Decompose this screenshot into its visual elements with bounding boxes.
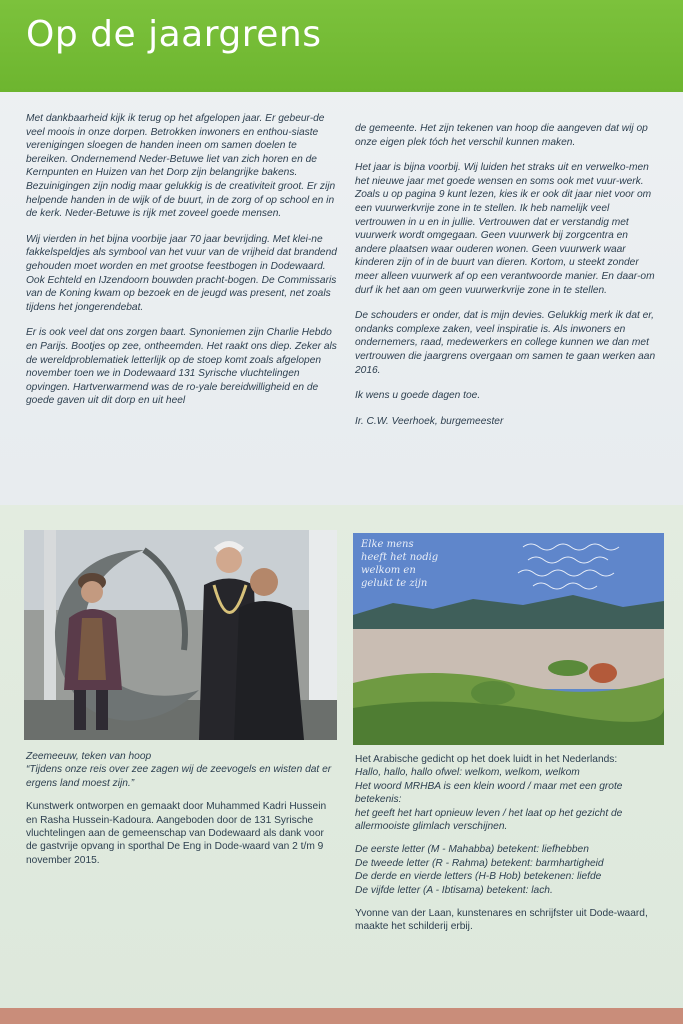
caption-credit: Yvonne van der Laan, kunstenares en schrijfster uit Dode-waard, maakte het schilderij erbij. bbox=[355, 908, 648, 933]
article-paragraph: Het jaar is bijna voorbij. Wij luiden het straks uit en verwelko-men het nieuwe jaar met goede wensen en soms ook met vuur-werk. Zoals u op pagina 9 kunt lezen, kies ik er ook dit jaar niet voor om een vuurwerkvrije zone in te stellen. Ik heb namelijk veel vertrouwen in u en in jullie. Vertrouwen dat er verstandig met vuurwerk wordt omgegaan. Geen vuurwerk bij zorgcentra en andere plaatsen waar ouderen wonen. Geen vuurwerk waar kinderen zijn of in de buurt van dieren. Kortom, u steekt zonder meer alleen vuurwerk af op een verantwoorde manier. En daar-om durf ik het aan om geen vuurwerkvrije zone in te stellen. bbox=[355, 162, 655, 296]
table-surface-edge bbox=[0, 1008, 683, 1024]
article-paragraph: Er is ook veel dat ons zorgen baart. Synoniemen zijn Charlie Hebdo en Parijs. Bootjes op zee, ontheemden. Het raakt ons diep. Zeker als de wereldproblematiek letterlijk op de stoep komt zoals afgelopen november toen we in Dodewaard 131 Syrische vluchtelingen opvingen. Hartverwarmend was de ro-yale bereidwilligheid en de goede gaven uit dit dorp en uit heel bbox=[26, 327, 337, 407]
caption-quote: “Tijdens onze reis over zee zagen wij de zeevogels en wisten dat er ergens land moest zijn.” bbox=[26, 764, 332, 789]
sculpture-photo-illustration bbox=[24, 530, 337, 740]
article-paragraph: Met dankbaarheid kijk ik terug op het afgelopen jaar. Er gebeur-de veel moois in onze dorpen. Betrokken inwoners en enthou-siaste verenigingen sloegen de handen ineen om samen doelen te bereiken. Ondernemend Neder-Betuwe liet van zich horen en de Kernpunten en Huizen van het Dorp zijn belangrijke bakens. Bezuinigingen zijn nodig maar gelukkig is de creativiteit groot. Er zijn helpende handen in de wijk of de buurt, in de zorg of op school en in de kerk. Neder-Betuwe is rijk met zoveel goede mensen. bbox=[26, 113, 336, 220]
signature-line: Ir. C.W. Veerhoek, burgemeester bbox=[355, 415, 504, 427]
caption-title: Zeemeeuw, teken van hoop bbox=[26, 751, 152, 762]
painting-image bbox=[353, 533, 664, 745]
letter-line: De vijfde letter (A - Ibtisama) betekent: lach. bbox=[355, 884, 553, 896]
article-paragraph: De schouders er onder, dat is mijn devies. Gelukkig merk ik dat er, ondanks complexe zaken, veel inspiratie is. Als inwoners en ondernemers, raad, medewerkers en college kunnen we dan met vertrouwen die jaargrens overgaan om samen te gaan werken aan 2016. bbox=[355, 310, 656, 376]
painting-handwriting-line: Elke mens bbox=[361, 539, 414, 550]
painting-illustration bbox=[353, 533, 664, 745]
article-paragraph: Ik wens u goede dagen toe. bbox=[355, 390, 481, 402]
article-column-right bbox=[355, 122, 660, 440]
poem-line: Hallo, hallo, hallo ofwel: welkom, welkom, welkom bbox=[355, 767, 580, 779]
article-column-left bbox=[26, 112, 338, 420]
sculpture-photo bbox=[24, 530, 337, 740]
article-paragraph: Wij vierden in het bijna voorbije jaar 70 jaar bevrijding. Met klei-ne fakkelspeldjes als symbool van het vuur van de vrijheid dat brandend gehouden moet worden en met grootse feestbogen in Dodewaard. Ook Echteld en IJzendoorn bouwden pracht-bogen. De Commissaris van de Koning kwam op bezoek en de jeugd was present, net zoals tijdens het jongerendebat. bbox=[26, 233, 337, 313]
letter-line: De tweede letter (R - Rahma) betekent: barmhartigheid bbox=[355, 857, 604, 869]
caption-intro: Het Arabische gedicht op het doek luidt in het Nederlands: bbox=[355, 754, 618, 765]
painting-handwriting-line: heeft het nodig bbox=[361, 552, 439, 563]
letter-line: De derde en vierde letters (H-B Hob) betekenen: liefde bbox=[355, 871, 602, 883]
poem-line: het geeft het hart opnieuw leven / het laat op het gezicht de allermooiste glimlach verschijnen. bbox=[355, 807, 623, 833]
article-paragraph: de gemeente. Het zijn tekenen van hoop die aangeven dat wij op onze eigen plek tóch het verschil kunnen maken. bbox=[355, 123, 648, 148]
painting-handwriting-line: gelukt te zijn bbox=[361, 578, 428, 589]
caption-body: Kunstwerk ontworpen en gemaakt door Muhammed Kadri Hussein en Rasha Hussein-Kadoura. Aangeboden door de 131 Syrische vluchtelingen aan de gemeenschap van Dodewaard als dank voor de gastvrije opvang in sporthal De Eng in Dode-waard van 2 t/m 9 november 2015. bbox=[26, 801, 327, 866]
painting-caption bbox=[355, 753, 660, 944]
letter-line: De eerste letter (M - Mahabba) betekent: liefhebben bbox=[355, 844, 589, 856]
page-title: Op de jaargrens bbox=[26, 14, 322, 55]
sculpture-caption bbox=[26, 750, 338, 877]
painting-handwriting-line: welkom en bbox=[361, 565, 416, 576]
header-banner bbox=[0, 0, 683, 92]
poem-line: Het woord MRHBA is een klein woord / maar met een grote betekenis: bbox=[355, 780, 623, 806]
